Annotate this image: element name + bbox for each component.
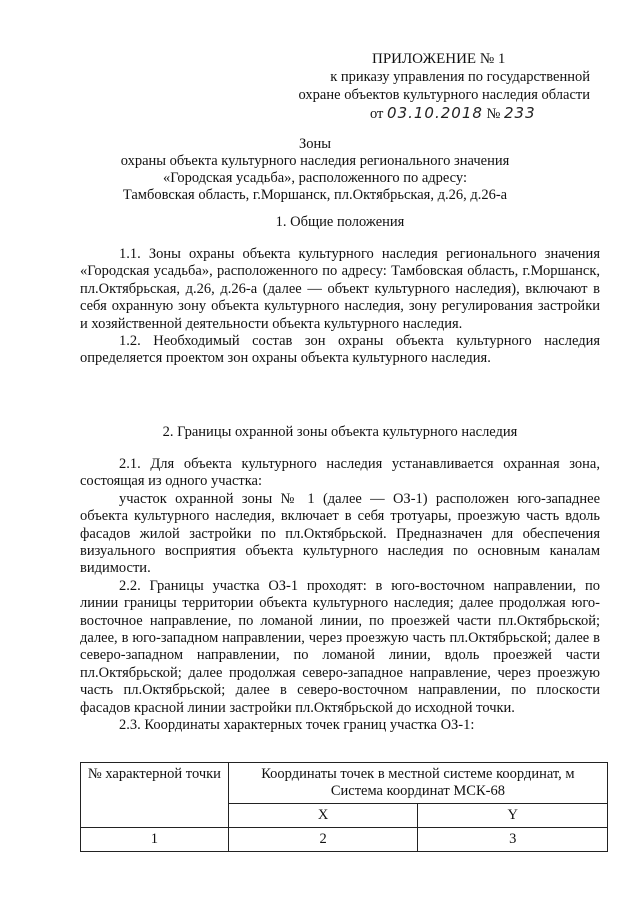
table-row [81,828,608,852]
appendix-line-1: к приказу управления по государственной [330,69,590,85]
appendix-title: ПРИЛОЖЕНИЕ № 1 [372,51,506,67]
table-cell: 2 [228,828,418,852]
paragraph-2-1-plot: участок охранной зоны № 1 (далее — ОЗ-1) расположен юго-западнее объекта культурного наследия, включает в себя тротуары, проезжую часть вдоль фасадов жилой застройки по пл.Октябрьской. Предназначен для обеспечения визуального восприятия объекта культурного наследия по основным каналам видимости. [80,490,600,577]
number-sign: № [486,106,501,122]
section-2-title: 2. Границы охранной зоны объекта культурного наследия [162,424,518,440]
handwritten-number: 233 [504,104,536,122]
heading-line-1: Зоны [298,136,332,152]
header-x: X [228,804,418,828]
section-1-body [80,246,600,368]
paragraph-1-2: 1.2. Необходимый состав зон охраны объекта культурного наследия определяется проектом зон охраны объекта культурного наследия. [80,333,600,367]
header-coordinates-line-2: Система координат МСК-68 [330,783,505,799]
paragraph-2-1: 2.1. Для объекта культурного наследия устанавливается охранная зона, состоящая из одного участка: [80,456,600,490]
header-coordinates [228,763,607,804]
table-cell: 1 [81,828,229,852]
document-heading [80,136,550,204]
appendix-block [290,50,590,124]
paragraph-2-2: 2.2. Границы участка ОЗ-1 проходят: в юго-восточном направлении, по линии границы территории объекта культурного наследия; далее продолжая юго-восточное направление, по ломаной линии, по проезжей части пл.Октябрьской; далее, в юго-западном направлении, через проезжую часть пл.Октябрьской; далее в северо-западном направлении, по ломаной линии, вдоль проезжей части пл.Октябрьской; далее продолжая северо-западное направление, через проезжую часть пл.Октябрьской; далее в северо-восточном направлении, по плоскости фасадов красной линии застройки пл.Октябрьской до исходной точки. [80,577,600,716]
appendix-date-line [290,104,590,124]
header-coordinates-line-1: Координаты точек в местной системе координат, м [261,766,575,782]
section-2-body [80,456,600,735]
table-cell: 3 [418,828,608,852]
heading-line-2: охраны объекта культурного наследия регионального значения [120,153,510,169]
header-y: Y [418,804,608,828]
header-point-number: № характерной точки [81,763,229,828]
paragraph-2-3: 2.3. Координаты характерных точек границ участка ОЗ-1: [119,717,475,734]
date-prefix: от [370,106,384,122]
coordinates-table [80,762,608,852]
appendix-line-2: охране объектов культурного наследия области [298,87,590,103]
heading-line-4: Тамбовская область, г.Моршанск, пл.Октябрьская, д.26, д.26-а [122,187,508,203]
paragraph-1-1: 1.1. Зоны охраны объекта культурного наследия регионального значения «Городская усадьба», расположенного по адресу: Тамбовская область, г.Моршанск, пл.Октябрьская, д.26, д.26-а (далее — объект культурного наследия), включают в себя охранную зону объекта культурного наследия, зону регулирования застройки и хозяйственной деятельности объекта культурного наследия. [80,246,600,332]
heading-line-3: «Городская усадьба», расположенного по адресу: [162,170,468,186]
section-1-title: 1. Общие положения [275,214,405,230]
handwritten-date: 03.10.2018 [387,104,483,122]
table-header-row [81,763,608,804]
